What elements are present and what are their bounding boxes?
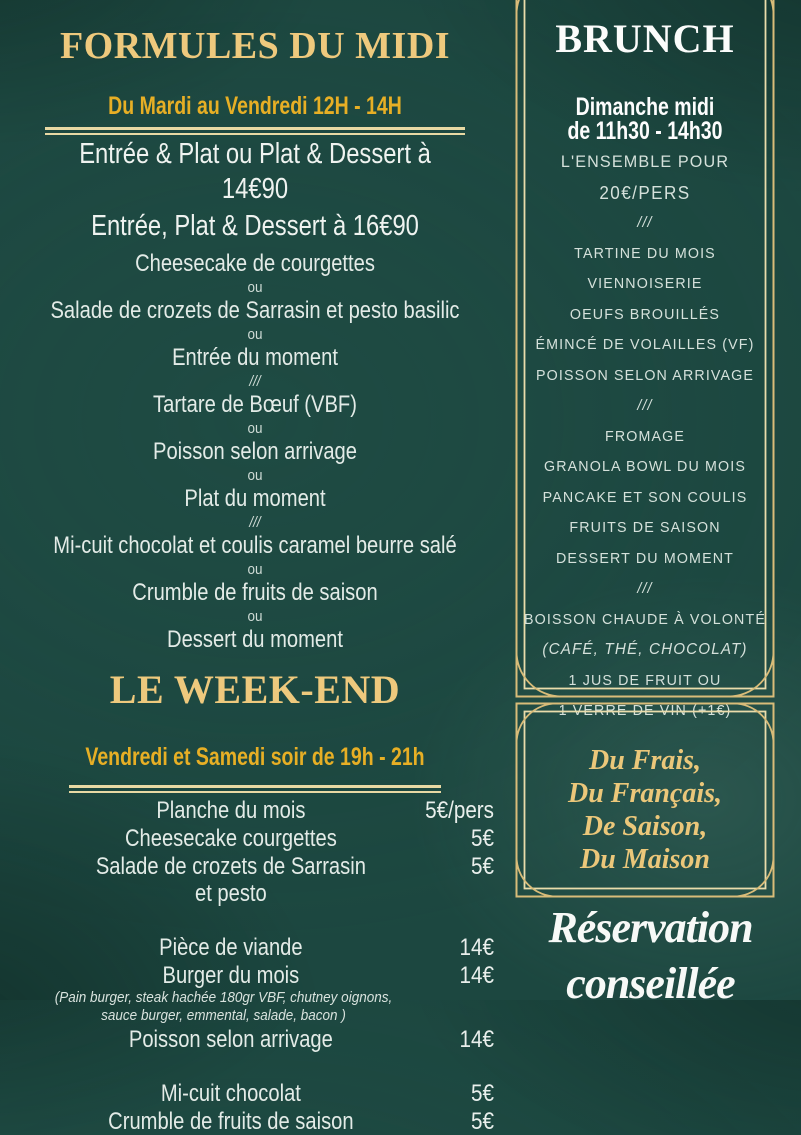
burger-ingredients-note: sauce burger, emmental, salade, bacon ): [101, 1007, 346, 1025]
motto-line: Du Français,: [567, 778, 723, 809]
menu-item: Plat du moment: [184, 484, 326, 512]
brunch-line: 1 VERRE DE VIN (+1€): [558, 702, 732, 720]
brunch-line: PANCAKE ET SON COULIS: [542, 488, 748, 506]
dish-price: 14€: [459, 934, 494, 962]
or-separator: ou: [247, 278, 263, 296]
brunch-line: TARTINE DU MOIS: [574, 244, 716, 262]
dish-price: 5€: [471, 1108, 494, 1135]
formula-line: Entrée & Plat ou Plat & Dessert à 14€90: [79, 137, 431, 205]
brunch-line: POISSON SELON ARRIVAGE: [535, 366, 755, 384]
double-divider: [69, 785, 441, 793]
weekend-title: LE WEEK-END: [109, 666, 401, 712]
dish-price: 5€/pers: [425, 797, 494, 825]
brunch-line: 1 JUS DE FRUIT OU: [568, 671, 722, 689]
dish-price: 14€: [459, 962, 494, 990]
or-separator: ou: [247, 607, 263, 625]
brunch-line: L'ENSEMBLE POUR: [560, 152, 730, 172]
brunch-title: BRUNCH: [555, 16, 735, 61]
brunch-line: BOISSON CHAUDE À VOLONTÉ: [524, 610, 766, 628]
or-separator: ou: [247, 560, 263, 578]
motto-line: Du Maison: [580, 844, 710, 875]
brunch-line: FRUITS DE SAISON: [569, 519, 721, 537]
dish-price: 5€: [471, 1080, 494, 1108]
weekend-schedule: Vendredi et Samedi soir de 19h - 21h: [85, 743, 425, 772]
formula-line: Entrée, Plat & Dessert à 16€90: [91, 209, 419, 242]
reservation-line: conseillée: [566, 959, 735, 1008]
dish-price: 5€: [471, 853, 494, 881]
menu-item: Tartare de Bœuf (VBF): [153, 390, 357, 418]
course-separator: ///: [637, 397, 653, 415]
price-row: [0, 797, 510, 824]
brunch-line: OEUFS BROUILLÉS: [569, 305, 721, 323]
brunch-line: ÉMINCÉ DE VOLAILLES (VF): [535, 336, 755, 354]
reservation-line: Réservation: [548, 903, 753, 952]
course-separator: ///: [637, 214, 653, 232]
burger-ingredients-note: (Pain burger, steak hachée 180gr VBF, chutney oignons,: [54, 989, 393, 1007]
midi-schedule: Du Mardi au Vendredi 12H - 14H: [108, 91, 402, 120]
menu-item: Mi-cuit chocolat et coulis caramel beurre salé: [53, 531, 457, 559]
spacer: [0, 1053, 510, 1079]
brunch-price: 20€/PERS: [599, 182, 691, 203]
or-separator: ou: [247, 466, 263, 484]
brunch-line: FROMAGE: [604, 427, 686, 445]
dish-name: Crumble de fruits de saison: [108, 1108, 354, 1135]
or-separator: ou: [247, 419, 263, 437]
price-row: [0, 1026, 510, 1053]
price-row: [0, 825, 510, 852]
drinks-detail: (CAFÉ, THÉ, CHOCOLAT): [542, 641, 748, 659]
dish-name: Pièce de viande: [159, 934, 303, 962]
dish-price: 5€: [471, 825, 494, 853]
reservation-notice: [500, 900, 801, 1012]
brunch-line: VIENNOISERIE: [587, 275, 703, 293]
dish-name: Cheesecake courgettes: [124, 825, 337, 853]
brunch-schedule: de 11h30 - 14h30: [567, 117, 723, 146]
brunch-panel: [517, 0, 773, 719]
brunch-line: GRANOLA BOWL DU MOIS: [543, 458, 747, 476]
weekend-price-list: [0, 797, 510, 1135]
midi-course-list: [0, 250, 510, 654]
menu-item: Cheesecake de courgettes: [135, 249, 375, 277]
motto-panel: [517, 744, 773, 876]
course-separator: ///: [637, 580, 653, 598]
midi-title: FORMULES DU MIDI: [59, 25, 451, 68]
dish-name: Burger du mois: [162, 962, 300, 990]
spacer: [0, 907, 510, 933]
dish-price: 14€: [459, 1026, 494, 1054]
price-row: [0, 853, 510, 907]
brunch-schedule: Dimanche midi: [575, 93, 715, 122]
dish-name: Salade de crozets de Sarrasin et pesto: [95, 853, 366, 908]
or-separator: ou: [247, 325, 263, 343]
menu-item: Salade de crozets de Sarrasin et pesto basilic: [50, 296, 460, 324]
motto-line: Du Frais,: [588, 745, 702, 776]
brunch-line: DESSERT DU MOMENT: [555, 549, 735, 567]
dish-name: Poisson selon arrivage: [128, 1026, 333, 1054]
price-row: [0, 934, 510, 961]
dish-name: Planche du mois: [156, 797, 306, 825]
price-row: [0, 1108, 510, 1135]
motto-line: De Saison,: [582, 811, 708, 842]
course-separator: ///: [249, 372, 261, 390]
course-separator: ///: [249, 513, 261, 531]
price-row: [0, 962, 510, 989]
menu-item: Poisson selon arrivage: [153, 437, 357, 465]
price-row: [0, 1080, 510, 1107]
menu-item: Entrée du moment: [172, 343, 338, 371]
dish-name: Mi-cuit chocolat: [160, 1080, 301, 1108]
menu-item: Crumble de fruits de saison: [132, 578, 378, 606]
double-divider: [45, 127, 465, 135]
menu-item: Dessert du moment: [167, 625, 343, 653]
